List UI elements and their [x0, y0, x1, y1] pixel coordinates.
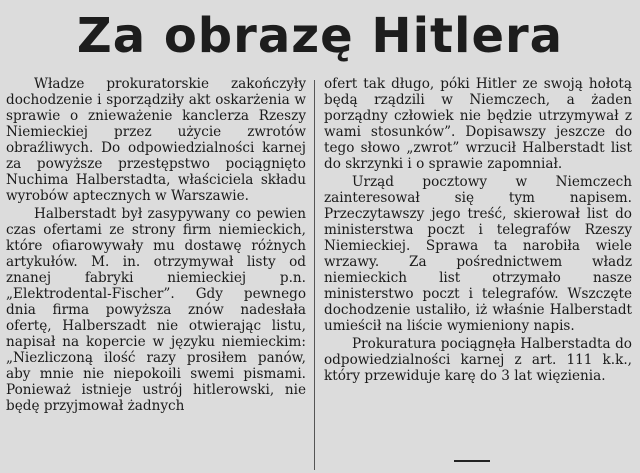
column-divider	[314, 80, 315, 470]
article-paragraph: Urząd pocztowy w Niemczech zainteresował się tym napisem. Przeczytawszy jego treść, skierował list do ministerstwa poczt i telegrafów Rzeszy Niemieckiej. Sprawa ta narobiła wiele wrzawy. Za pośrednictwem władz niemieckich list otrzymało nasze ministerstwo poczt i telegrafów. Wszczęte dochodzenie ustaliło, iż właśnie Halberstadt umieścił na liście wymieniony napis.	[324, 174, 632, 334]
article-column-right	[324, 76, 632, 384]
article-paragraph: ofert tak długo, póki Hitler ze swoją hołotą będą rządzili w Niemczech, a żaden porządny człowiek nie będzie utrzymywał z wami stosunków”. Dopisawszy jeszcze do tego słowo „zwrot” wrzucił Halberstadt list do skrzynki i o sprawie zapomniał.	[324, 76, 632, 172]
article-paragraph: Władze prokuratorskie zakończyły dochodzenie i sporządziły akt oskarżenia w sprawie o znieważenie kanclerza Rzeszy Niemieckiej przez użycie zwrotów obraźliwych. Do odpowiedzialności karnej za powyższe przestępstwo pociągnięto Nuchima Halberstadta, właściciela składu wyrobów aptecznych w Warszawie.	[6, 76, 306, 204]
article-end-rule	[454, 460, 490, 462]
article-paragraph: Prokuratura pociągnęła Halberstadta do odpowiedzialności karnej z art. 111 k.k., który przewiduje karę do 3 lat więzienia.	[324, 336, 632, 384]
article-paragraph: Halberstadt był zasypywany co pewien czas ofertami ze strony firm niemieckich, które ofiarowywały mu dostawę różnych artykułów. M. in. otrzymywał listy od znanej fabryki niemieckiej p.n. „Elektrodental-Fischer”. Gdy pewnego dnia firma powyższa znów nadesłała ofertę, Halberszadt nie otwierając listu, napisał na kopercie w języku niemieckim: „Niezliczoną ilość razy prosiłem panów, aby mnie nie niepokoili swemi pismami. Ponieważ istnieje ustrój hitlerowski, nie będę przyjmował żadnych	[6, 206, 306, 414]
article-headline: Za obrazę Hitlera	[76, 8, 564, 64]
article-column-left	[6, 76, 306, 414]
